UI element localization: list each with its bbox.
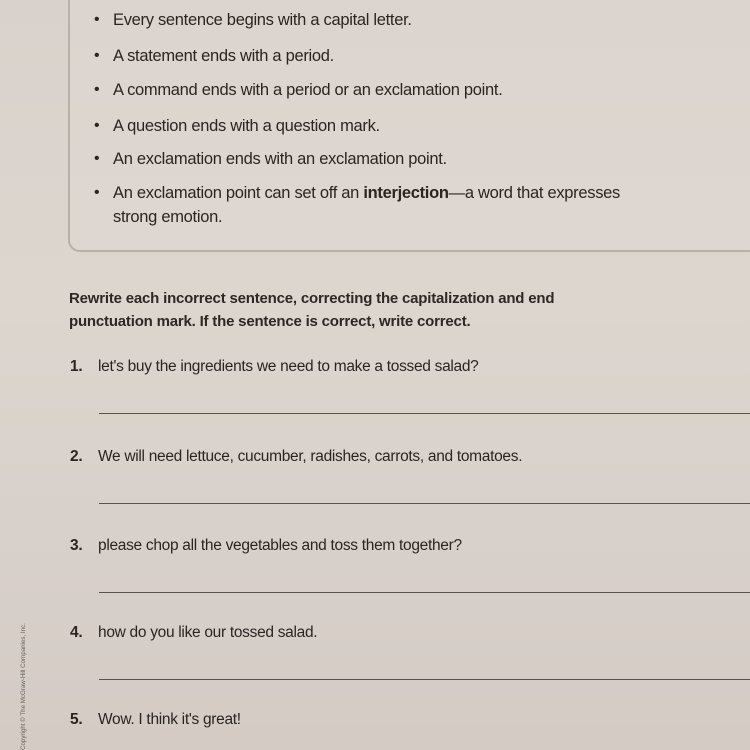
exercise-sentence: let's buy the ingredients we need to make a tossed salad?	[98, 358, 479, 375]
rule-text: A command ends with a period or an exclamation point.	[113, 81, 503, 99]
exercise-number: 3.	[70, 537, 83, 554]
instructions	[69, 287, 709, 333]
copyright-vertical-text	[18, 578, 28, 750]
exercise-sentence: We will need lettuce, cucumber, radishes, carrots, and tomatoes.	[98, 448, 523, 465]
bullet-icon: •	[94, 81, 100, 98]
bullet-icon: •	[94, 11, 100, 28]
rule-text: A statement ends with a period.	[113, 47, 334, 65]
bullet-icon: •	[94, 184, 100, 201]
rule-text: Every sentence begins with a capital letter.	[113, 11, 412, 29]
rule-item	[93, 147, 750, 171]
exercise-number: 5.	[70, 711, 83, 728]
rule-text: A question ends with a question mark.	[113, 117, 380, 135]
rule-text: An exclamation ends with an exclamation point.	[113, 150, 447, 168]
exercise-number: 4.	[70, 624, 83, 641]
rule-text-part: An exclamation point can set off an	[113, 184, 364, 202]
exercise-number: 2.	[70, 448, 83, 465]
exercise-sentence: please chop all the vegetables and toss them together?	[98, 537, 462, 554]
rule-text-part: strong emotion.	[113, 208, 223, 226]
exercise-sentence: Wow. I think it's great!	[98, 711, 241, 728]
answer-line-2[interactable]	[99, 503, 750, 504]
instructions-line: Rewrite each incorrect sentence, correcting the capitalization and end	[69, 290, 555, 307]
bullet-icon: •	[94, 117, 100, 134]
rule-item	[93, 44, 750, 68]
exercise-number: 1.	[70, 358, 83, 375]
rule-item	[93, 114, 750, 138]
answer-line-4[interactable]	[99, 679, 750, 680]
answer-line-1[interactable]	[99, 413, 750, 414]
answer-line-3[interactable]	[99, 592, 750, 593]
bullet-icon: •	[94, 150, 100, 167]
rule-item	[93, 78, 750, 102]
bullet-icon: •	[94, 47, 100, 64]
rule-item	[93, 181, 750, 229]
instructions-line: punctuation mark. If the sentence is correct, write correct.	[69, 313, 471, 330]
rule-text-part: —a word that expresses	[448, 184, 620, 202]
copyright-notice	[18, 578, 28, 750]
rule-keyword: interjection	[363, 184, 449, 202]
copyright-text: Copyright © The McGraw-Hill Companies, Inc.	[20, 623, 27, 750]
rule-item	[93, 8, 750, 32]
exercise-sentence: how do you like our tossed salad.	[98, 624, 318, 641]
